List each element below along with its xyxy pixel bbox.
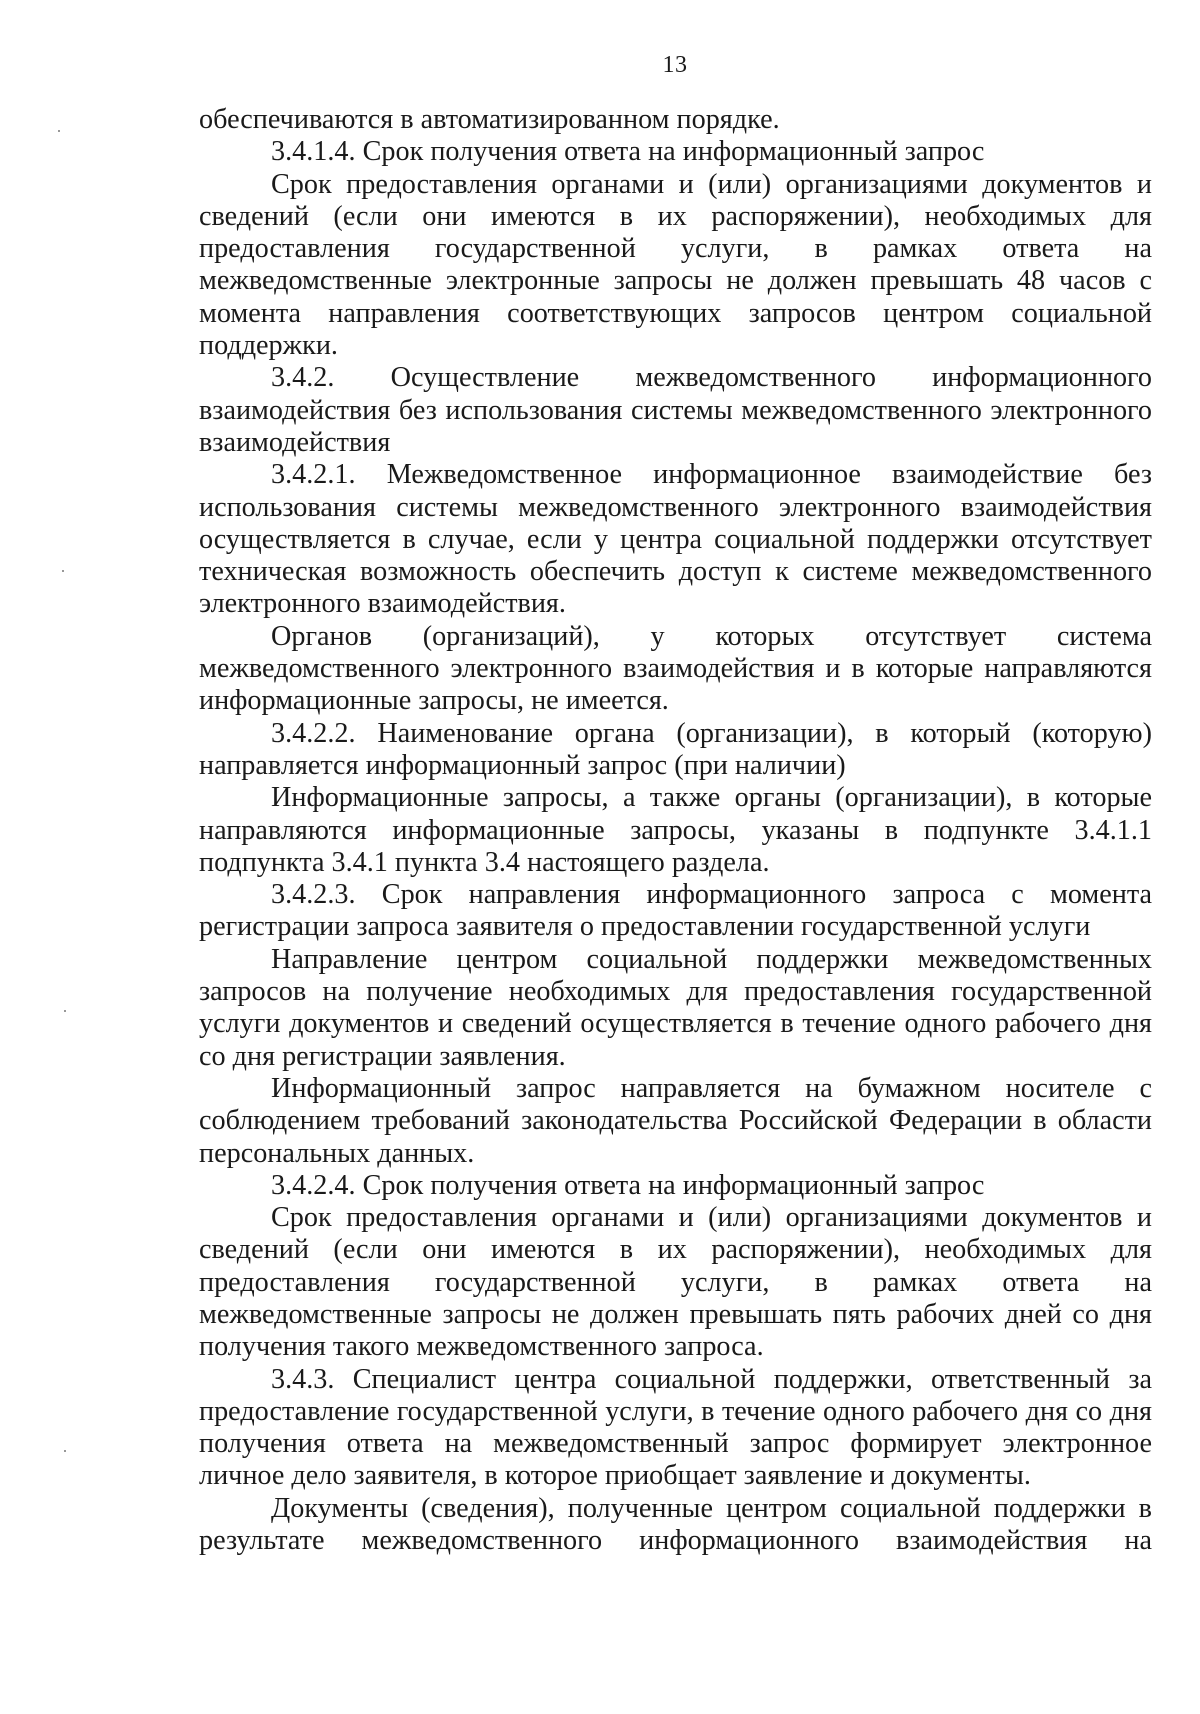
paragraph-paper-request: Информационный запрос направляется на бумажном носителе с соблюдением требований законодательства Российской Федерации в области персональных данных. xyxy=(199,1072,1152,1169)
paragraph-no-organizations: Органов (организаций), у которых отсутствует система межведомственного электронного взаимодействия и в которые направляются информационные запросы, не имеется. xyxy=(199,620,1152,717)
heading-3-4-2: 3.4.2. Осуществление межведомственного информационного взаимодействия без использования системы межведомственного электронного взаимодействия xyxy=(199,362,1152,458)
paragraph-documents-received: Документы (сведения), полученные центром социальной поддержки в результате межведомственного информационного взаимодействия на xyxy=(199,1492,1152,1557)
page-number: 13 xyxy=(662,52,688,78)
paragraph-response-term-paper: Срок предоставления органами и (или) организациями документов и сведений (если они имеются в их распоряжении), необходимых для предоставления государственной услуги, в рамках ответа на межведомственные запросы не должен превышать пять рабочих дней со дня получения такого межведомственного запроса. xyxy=(199,1202,1152,1363)
heading-3-4-1-4: 3.4.1.4. Срок получения ответа на информационный запрос xyxy=(271,136,985,168)
paragraph-3-4-2-1: 3.4.2.1. Межведомственное информационное взаимодействие без использования системы межведомственного электронного взаимодействия осуществляется в случае, если у центра социальной поддержки отсутствует техническая возможность обеспечить доступ к системе межведомственного электронного взаимодействия. xyxy=(199,459,1152,620)
scan-speck xyxy=(64,1450,66,1452)
paragraph-continuation: обеспечиваются в автоматизированном порядке. xyxy=(199,104,780,135)
document-body xyxy=(199,104,1152,1557)
scan-speck xyxy=(64,1010,66,1012)
paragraph-request-sending-term: Направление центром социальной поддержки межведомственных запросов на получение необходимых для предоставления государственной услуги документов и сведений осуществляется в течение одного рабочего дня со дня регистрации заявления. xyxy=(199,943,1152,1072)
paragraph-3-4-3: 3.4.3. Специалист центра социальной поддержки, ответственный за предоставление государственной услуги, в течение одного рабочего дня со дня получения ответа на межведомственный запрос формирует электронное личное дело заявителя, в которое приобщает заявление и документы. xyxy=(199,1363,1152,1492)
scan-speck xyxy=(62,570,64,572)
paragraph-requests-listed: Информационные запросы, а также органы (организации), в которые направляются информационные запросы, указаны в подпункте 3.4.1.1 подпункта 3.4.1 пункта 3.4 настоящего раздела. xyxy=(199,782,1152,878)
scan-speck xyxy=(58,130,60,132)
heading-3-4-2-4: 3.4.2.4. Срок получения ответа на информационный запрос xyxy=(271,1169,985,1201)
paragraph-response-term-electronic: Срок предоставления органами и (или) организациями документов и сведений (если они имеются в их распоряжении), необходимых для предоставления государственной услуги, в рамках ответа на межведомственные электронные запросы не должен превышать 48 часов с момента направления соответствующих запросов центром социальной поддержки. xyxy=(199,168,1152,362)
heading-3-4-2-2: 3.4.2.2. Наименование органа (организации), в который (которую) направляется информационный запрос (при наличии) xyxy=(199,717,1152,781)
heading-3-4-2-3: 3.4.2.3. Срок направления информационного запроса с момента регистрации запроса заявителя о предоставлении государственной услуги xyxy=(199,879,1152,943)
